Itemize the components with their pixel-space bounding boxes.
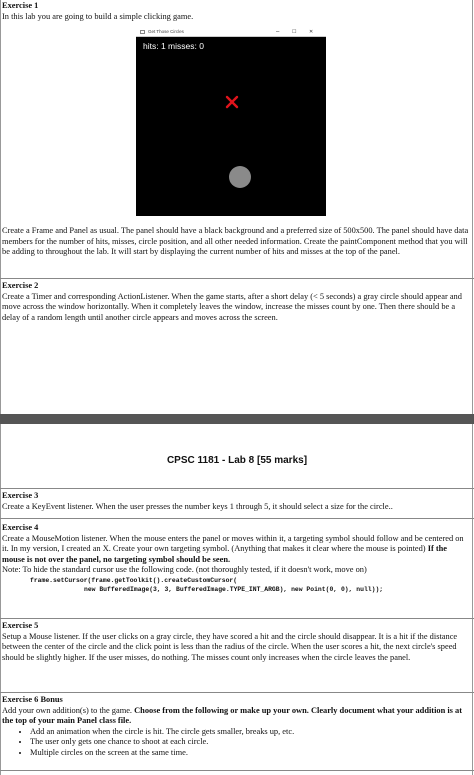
lab-page-2 xyxy=(0,424,474,775)
exercise-6-title: Exercise 6 Bonus xyxy=(2,695,63,704)
exercise-3-section xyxy=(2,491,470,512)
code-line-1: frame.setCursor(frame.getToolkit().createCustomCursor( xyxy=(30,576,238,584)
exercise-4-section xyxy=(2,523,470,594)
maximize-icon[interactable]: ☐ xyxy=(292,29,297,35)
exercise-5-title: Exercise 5 xyxy=(2,621,39,630)
divider xyxy=(0,278,474,279)
code-line-2: new BufferedImage(3, 3, BufferedImage.TYPE_INT_ARGB), new Point(0, 0), null)); xyxy=(84,585,384,593)
page-right-border xyxy=(472,424,473,775)
divider xyxy=(0,770,474,771)
exercise-2-section xyxy=(2,281,470,323)
exercise-4-body xyxy=(2,534,470,566)
exercise-6-section xyxy=(2,695,470,759)
bonus-options-list xyxy=(2,727,470,759)
game-window xyxy=(136,28,326,216)
exercise-6-body-text: Add your own addition(s) to the game. xyxy=(2,705,133,715)
page-header: CPSC 1181 - Lab 8 [55 marks] xyxy=(166,455,308,466)
exercise-2-body: Create a Timer and corresponding ActionListener. When the game starts, after a short delay (< 5 seconds) a gray circle should appear and move across the window horizontally. When it completely leaves the window, increase the misses count by one. Then there should be a delay of a random length until another circle appears and moves across the screen. xyxy=(2,291,462,322)
exercise-2-title: Exercise 2 xyxy=(2,281,39,290)
exercise-4-bold-text: If the mouse is not over the panel, no targeting symbol should be seen. xyxy=(2,544,448,564)
exercise-1-body xyxy=(2,226,470,258)
divider xyxy=(0,518,474,519)
minimize-icon[interactable]: – xyxy=(276,29,280,35)
page-gap xyxy=(0,414,474,424)
exercise-3-title: Exercise 3 xyxy=(2,491,39,500)
exercise-5-body: Setup a Mouse listener. If the user clicks on a gray circle, they have scored a hit and the circle should disappear. It is a hit if the distance between the center of the circle and the click point is less than the radius of the circle. When the user scores a hit, the next circle's speed should be slightly higher. If the user misses, do nothing. The misses count only increases when the circle leaves the panel. xyxy=(2,631,458,662)
exercise-1-title: Exercise 1 xyxy=(2,1,39,10)
game-window-title: Get Those Circles xyxy=(148,29,184,34)
app-icon xyxy=(140,30,145,34)
divider xyxy=(0,618,474,619)
hits-misses-display: hits: 1 misses: 0 xyxy=(143,41,204,51)
exercise-6-intro xyxy=(2,706,470,727)
list-item: • Add an animation when the circle is hit. The circle gets smaller, breaks up, etc. xyxy=(30,727,470,738)
divider xyxy=(0,692,474,693)
gray-circle[interactable] xyxy=(229,166,251,188)
exercise-3-body: Create a KeyEvent listener. When the user presses the number keys 1 through 5, it should select a size for the circle.. xyxy=(2,501,393,511)
divider xyxy=(0,488,474,489)
page-left-border xyxy=(0,424,1,775)
page-right-border xyxy=(472,0,473,414)
exercise-4-body-text: Create a MouseMotion listener. When the mouse enters the panel or moves within it, a targeting symbol should follow and be centered on it. In my version, I created an X. Create your own targeting symbol. (Anything that makes it clear where the mouse is pointed) xyxy=(2,533,464,554)
x-target-icon xyxy=(225,95,239,109)
game-window-titlebar xyxy=(136,28,326,37)
list-item: • Multiple circles on the screen at the same time. xyxy=(30,748,470,759)
page-left-border xyxy=(0,0,1,414)
exercise-1-intro-text: In this lab you are going to build a simple clicking game. xyxy=(2,11,194,21)
exercise-6-bold-text: Choose from the following or make up your own. Clearly document what your addition is at the top of your main Panel class file. xyxy=(2,705,463,726)
exercise-1-intro xyxy=(2,1,470,22)
exercise-4-title: Exercise 4 xyxy=(2,523,39,532)
exercise-5-section xyxy=(2,621,470,663)
list-item: • The user only gets one chance to shoot at each circle. xyxy=(30,737,470,748)
close-icon[interactable]: ✕ xyxy=(309,29,314,35)
exercise-4-note: Note: To hide the standard cursor use the following code. (not thoroughly tested, if it doesn't work, move on) xyxy=(2,565,367,575)
exercise-1-body-text: Create a Frame and Panel as usual. The panel should have a black background and a preferred size of 500x500. The panel should have data members for the number of hits, misses, circle position, and all other needed information. Create the paintComponent method that you will be adding to throughout the lab. It will start by displaying the current number of hits and misses at the top of the panel. xyxy=(2,226,469,257)
